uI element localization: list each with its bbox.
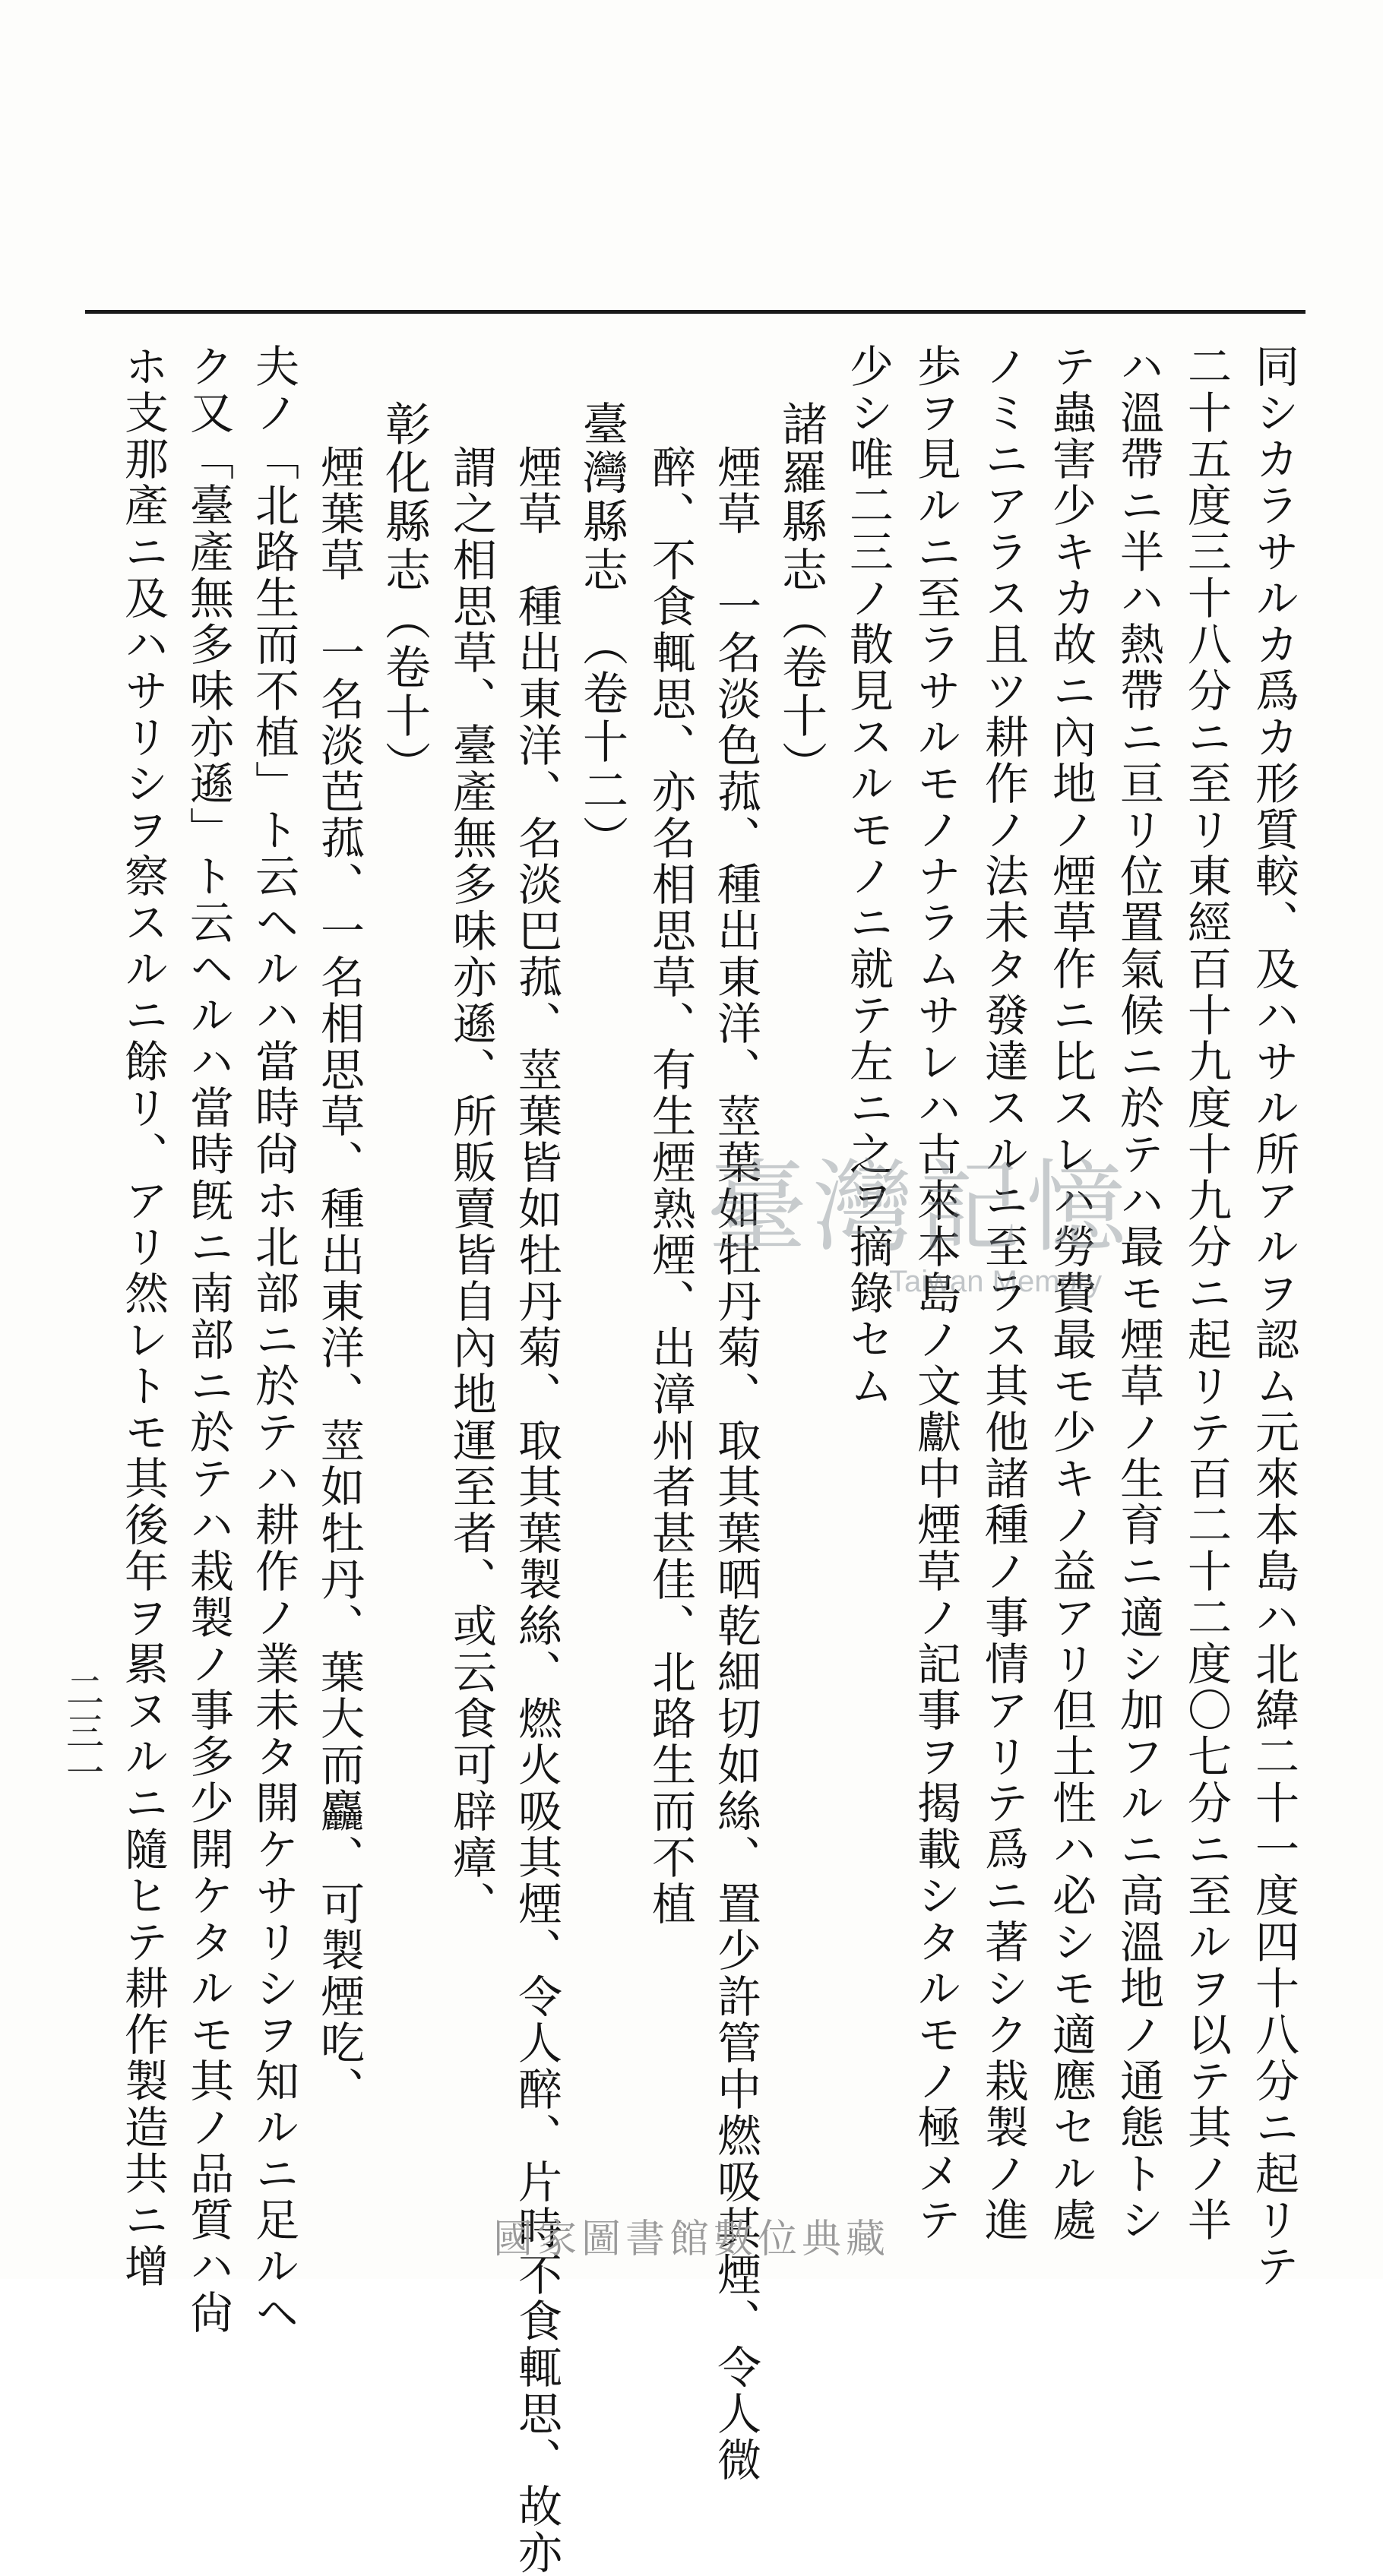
watermark-text: 臺灣記憶: [707, 1149, 1132, 1266]
top-rule: [85, 310, 1305, 314]
page-number: 二三一: [60, 1670, 104, 1794]
text-column-17: ク又「臺產無多味亦遜」ト云ヘルハ當時旣ニ南部ニ於テハ栽製ノ事多少開ケタルモ其ノ品質ハ尙: [182, 343, 234, 2336]
text-column-2: 二十五度三十八分ニ至リ東經百十九度十九分ニ起リテ百二十二度〇七分ニ至ルヲ以テ其ノ半: [1180, 343, 1232, 2243]
text-column-15: 煙葉草 一名淡芭菰、一名相思草、種出東洋、莖如牡丹、葉大而麤、可製煙吃、: [313, 444, 365, 2113]
text-column-6: 歩ヲ見ルニ至ラサルモノナラムサレハ古來本島ノ文獻中煙草ノ記事ヲ揭載シタルモノ極メテ: [910, 343, 961, 2243]
text-column-1: 同シカラサルカ爲カ形質較、及ハサル所アルヲ認ム元來本島ハ北緯二十一度四十八分ニ起リテ: [1248, 343, 1299, 2290]
text-column-10: 醉、不食輒思、亦名相思草、有生煙熟煙、出漳州者甚佳、北路生而不植: [644, 444, 696, 1927]
text-column-18: ホ支那產ニ及ハサリシヲ察スルニ餘リ、アリ然レトモ其後年ヲ累ヌルニ隨ヒテ耕作製造共ニ增: [117, 343, 169, 2290]
section-heading-zhanghua: 彰化縣志（卷十）: [378, 400, 431, 789]
text-column-16: 夫ノ「北路生而不植」ト云ヘルハ當時尙ホ北部ニ於テハ耕作ノ業未タ開ケサリシヲ知ルニ足ルヘ: [248, 343, 299, 2336]
text-column-9: 煙草 一名淡色菰、種出東洋、莖葉如牡丹菊、取其葉晒乾細切如絲、置少許管中燃吸其煙、令人微: [710, 444, 761, 2483]
text-column-4: テ蟲害少キカ故ニ內地ノ煙草作ニ比スレハ勞費最モ少キノ益アリ但土性ハ必シモ適應セル處: [1045, 343, 1097, 2243]
section-heading-taiwan: 臺灣縣志 （卷十二）: [575, 400, 628, 864]
text-column-12: 煙草 種出東洋、名淡巴菰、莖葉皆如牡丹菊、取其葉製絲、燃火吸其煙、令人醉、片時不食輒思、故亦: [511, 444, 562, 2576]
text-column-13: 謂之相思草、臺產無多味亦遜、所販賣皆自內地運至者、或云食可辟瘴、: [445, 444, 497, 1927]
watermark-subtitle: Taiwan Memory: [889, 1265, 1103, 1298]
text-column-7: 少シ唯二三ノ散見スルモノニ就テ左ニ之ヲ摘錄セム: [842, 343, 894, 1409]
text-column-3: ハ溫帶ニ半ハ熱帶ニ亘リ位置氣候ニ於テハ最モ煙草ノ生育ニ適シ加フルニ高溫地ノ通態トシ: [1112, 343, 1164, 2243]
footer-credit: 國家圖書館數位典藏: [492, 2217, 890, 2262]
section-heading-zhuluo: 諸羅縣志（卷十）: [774, 400, 828, 789]
text-column-5: ノミニアラス且ツ耕作ノ法未タ發達スルニ至ラス其他諸種ノ事情アリテ爲ニ著シク栽製ノ進: [977, 343, 1029, 2243]
